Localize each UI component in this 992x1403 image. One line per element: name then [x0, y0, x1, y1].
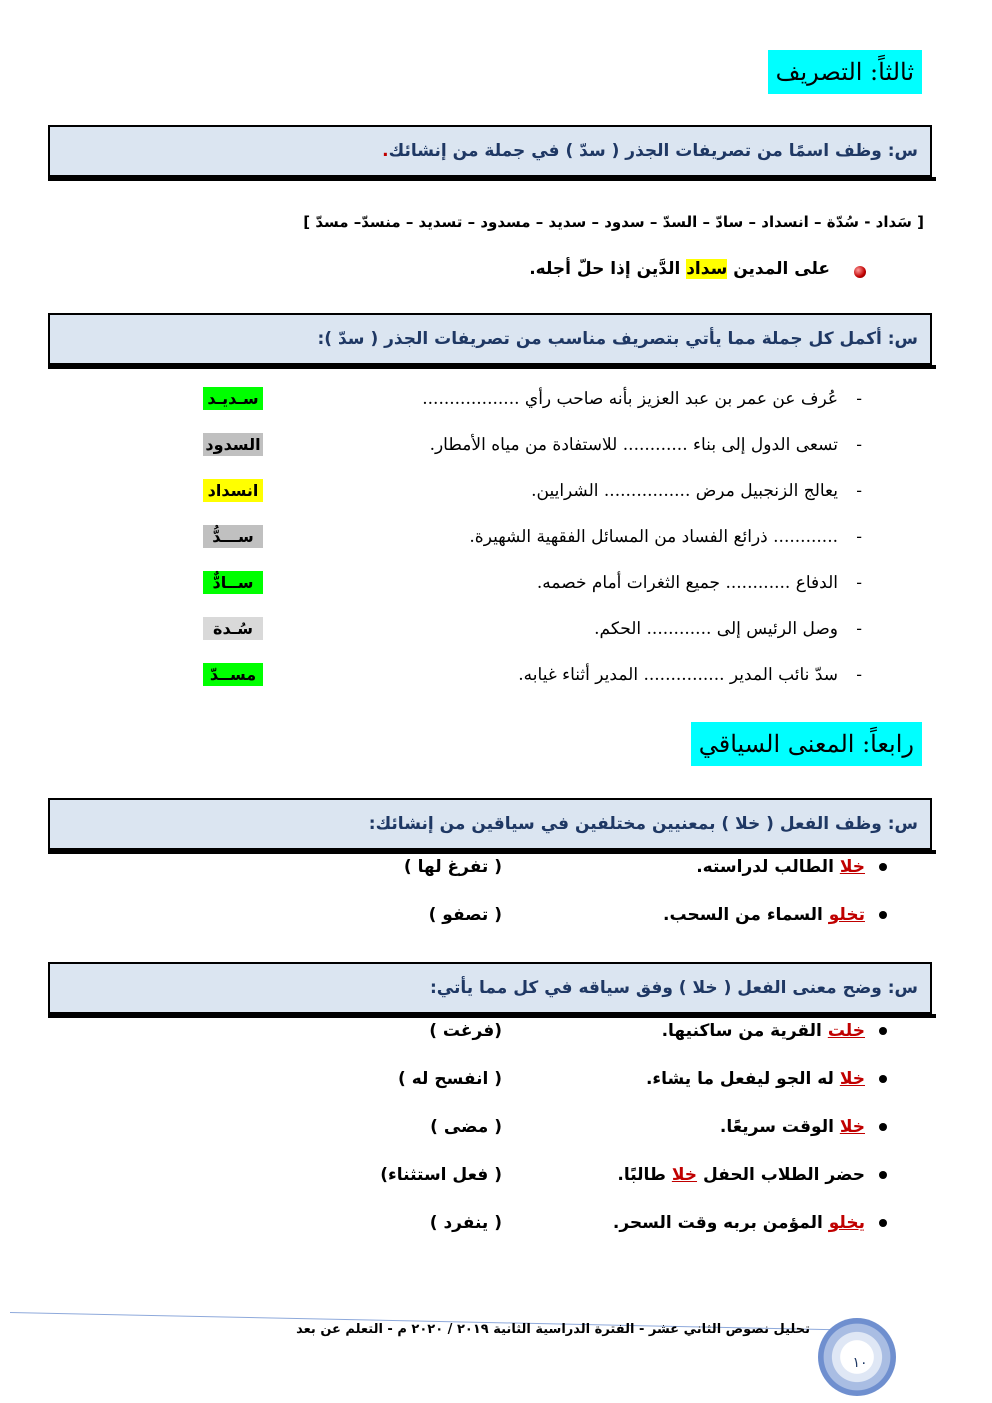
item-text: وصل الرئيس إلى ............ الحكم. — [594, 619, 838, 639]
question-box-1 — [48, 125, 932, 177]
answer-badge: سـديـد — [203, 387, 263, 410]
question-box-4 — [48, 962, 932, 1014]
bullet-icon — [879, 1219, 887, 1227]
footer-text: تحليل نصوص الثاني عشر - الفترة الدراسية الثانية ٢٠١٩ / ٢٠٢٠ م - التعلم عن بعد — [296, 1322, 810, 1337]
keyword: خلا — [671, 1165, 698, 1185]
keyword: خلت — [827, 1021, 865, 1041]
answer-badge: مســدّ — [203, 663, 263, 686]
question-text: س: أكمل كل جملة مما يأتي بتصريف مناسب من تصريفات الجذر ( سدّ ): — [317, 329, 918, 349]
list-item: -وصل الرئيس إلى ............ الحكم. — [594, 619, 862, 639]
sentence-rest: الطالب لدراسته. — [696, 857, 840, 877]
keyword: خلا — [839, 1069, 865, 1089]
bullet-icon — [879, 1171, 887, 1179]
bullet-icon — [879, 911, 887, 919]
question-dot: . — [382, 141, 389, 161]
answer-badge: انسداد — [203, 479, 263, 502]
meaning: ( مضى ) — [430, 1117, 502, 1137]
question-box-3 — [48, 798, 932, 850]
example-sentence — [529, 259, 830, 279]
list-item: -عُرف عن عمر بن عبد العزيز بأنه صاحب رأي .................. — [422, 389, 862, 409]
list-item — [646, 1069, 887, 1089]
example-after: الدَّين إذا حلّ أجله. — [529, 259, 687, 279]
meaning: (فرغت ) — [429, 1021, 502, 1041]
section-heading-morphology — [768, 50, 922, 94]
list-item — [617, 1165, 887, 1185]
sentence-rest: المؤمن بربه وقت السحر. — [612, 1213, 829, 1233]
question-text: س: وظف الفعل ( خلا ) بمعنيين مختلفين في سياقين من إنشائك: — [368, 814, 918, 834]
sentence-rest: القرية من ساكنيها. — [661, 1021, 828, 1041]
example-highlight: سداد — [686, 259, 728, 279]
list-item — [613, 1213, 887, 1233]
meaning: ( تفرغ لها ) — [403, 857, 502, 877]
keyword: خلا — [839, 857, 865, 877]
list-item — [696, 857, 887, 877]
sentence-rest: السماء من السحب. — [662, 905, 829, 925]
list-item: -تسعى الدول إلى بناء ............ للاستفادة من مياه الأمطار. — [429, 435, 862, 455]
meaning: ( انفسح له ) — [398, 1069, 502, 1089]
item-text: سدّ نائب المدير ............... المدير أثناء غيابه. — [518, 665, 838, 685]
heading-text: رابعاً: المعنى السياقي — [698, 730, 914, 758]
bullet-icon — [879, 1027, 887, 1035]
item-text: تسعى الدول إلى بناء ............ للاستفادة من مياه الأمطار. — [429, 435, 838, 455]
item-text: ............ ذرائع الفساد من المسائل الفقهية الشهيرة. — [469, 527, 838, 547]
question-text: س: وظف اسمًا من تصريفات الجذر ( سدّ ) في جملة من إنشائك — [388, 141, 918, 161]
list-item: -سدّ نائب المدير ............... المدير أثناء غيابه. — [518, 665, 862, 685]
sentence-pre: حضر الطلاب الحفل — [697, 1165, 865, 1185]
keyword: يخلو — [828, 1213, 865, 1233]
list-item: -............ ذرائع الفساد من المسائل الفقهية الشهيرة. — [469, 527, 862, 547]
root-words-list: [ سَداد - سُدّة – انسداد – سادّ – السدّ – سدود – سديد – مسدود – تسديد – منسدّ– مسدّ ] — [303, 213, 924, 231]
sentence-rest: الوقت سريعًا. — [719, 1117, 840, 1137]
page-number: ١٠ — [852, 1355, 868, 1371]
list-item: -الدفاع ............ جميع الثغرات أمام خصمه. — [536, 573, 862, 593]
sentence-rest: طالبًا. — [617, 1165, 672, 1185]
item-text: عُرف عن عمر بن عبد العزيز بأنه صاحب رأي .................. — [422, 389, 838, 409]
section-heading-context-meaning — [691, 722, 922, 766]
bullet-icon — [879, 1075, 887, 1083]
keyword: خلا — [839, 1117, 865, 1137]
list-item — [663, 905, 887, 925]
bullet-icon — [879, 863, 887, 871]
sentence-rest: له الجو ليفعل ما يشاء. — [645, 1069, 840, 1089]
list-item — [662, 1021, 887, 1041]
list-item — [720, 1117, 887, 1137]
keyword: تخلو — [828, 905, 865, 925]
bullet-icon — [854, 266, 866, 278]
item-text: يعالج الزنجبيل مرض ................ الشرايين. — [531, 481, 838, 501]
answer-badge: السدود — [203, 433, 263, 456]
item-text: الدفاع ............ جميع الثغرات أمام خصمه. — [536, 573, 838, 593]
question-box-2 — [48, 313, 932, 365]
example-before: على المدين — [727, 259, 830, 279]
meaning: ( فعل استثناء) — [380, 1165, 502, 1185]
meaning: ( تصفو ) — [428, 905, 502, 925]
answer-badge: ســـدُّ — [203, 525, 263, 548]
meaning: ( ينفرد ) — [429, 1213, 502, 1233]
bullet-icon — [879, 1123, 887, 1131]
answer-badge: سُـدة — [203, 617, 263, 640]
question-text: س: وضح معنى الفعل ( خلا ) وفق سياقه في كل مما يأتي: — [429, 978, 918, 998]
answer-badge: ســادٌّ — [203, 571, 263, 594]
heading-text: ثالثاً: التصريف — [775, 58, 914, 86]
list-item: -يعالج الزنجبيل مرض ................ الشرايين. — [531, 481, 862, 501]
